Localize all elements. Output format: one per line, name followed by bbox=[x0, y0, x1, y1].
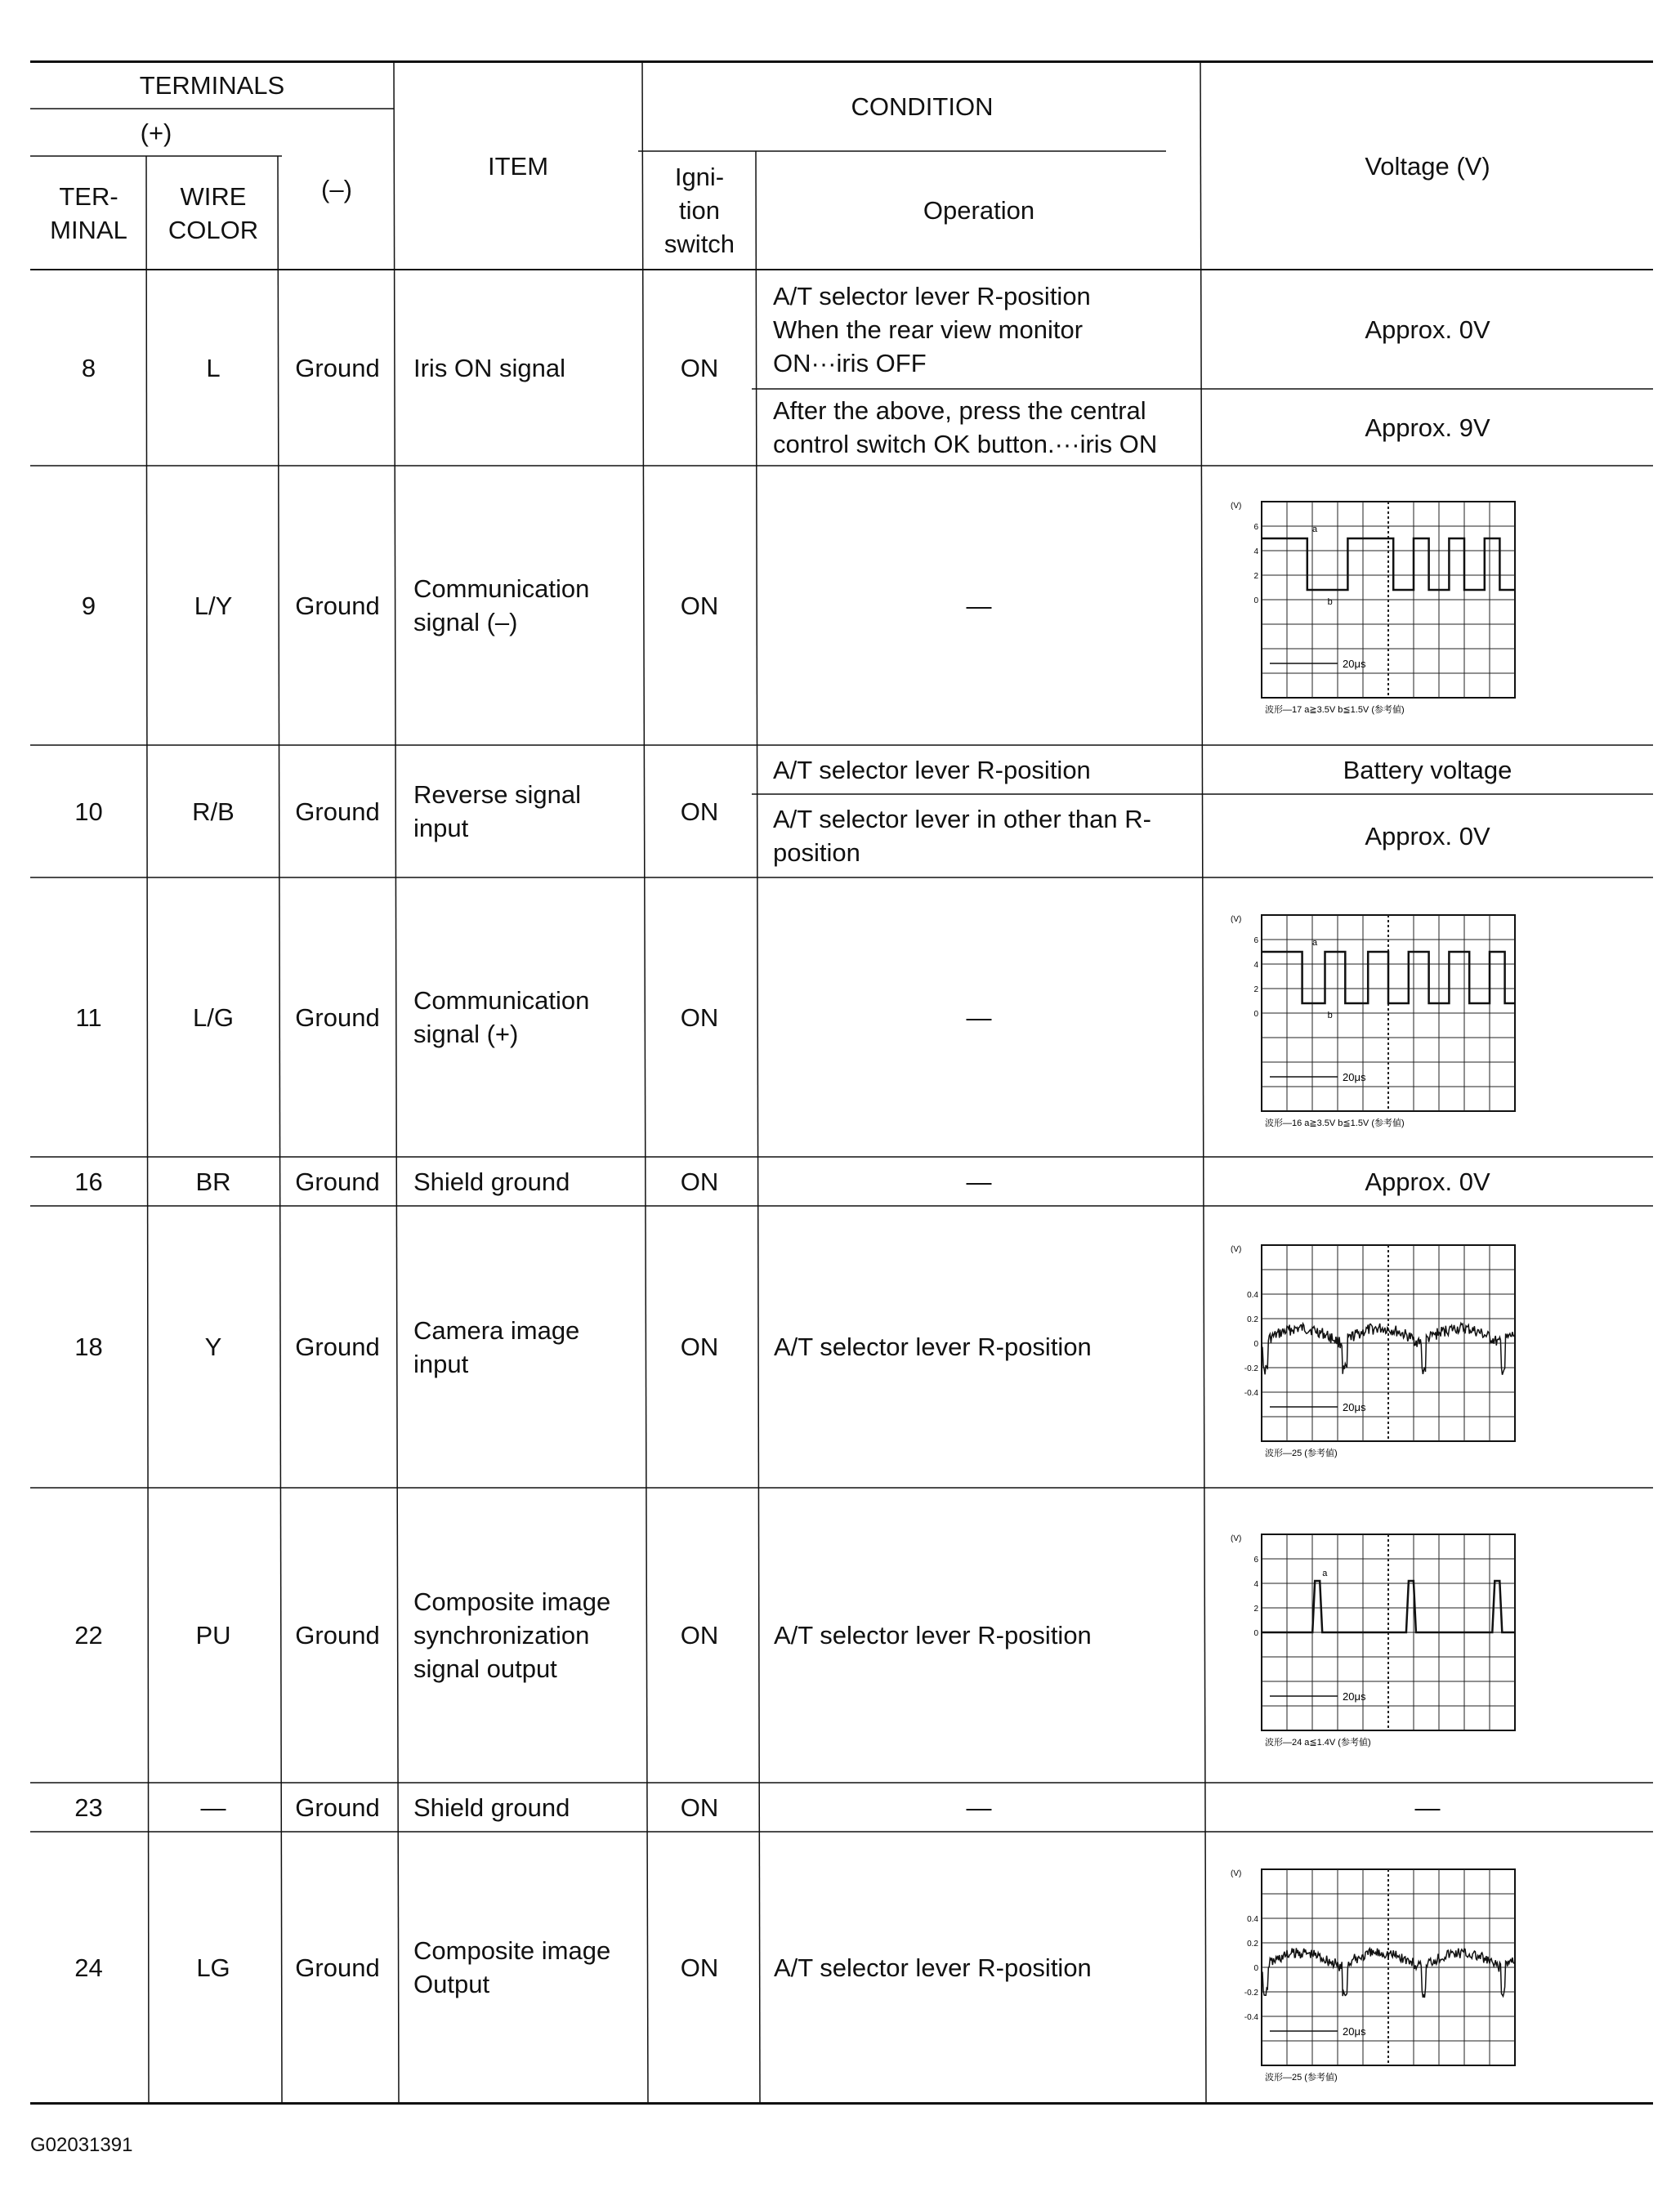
oscilloscope-waveform-communication-plus bbox=[1229, 904, 1520, 1141]
wire-color: PU bbox=[195, 1621, 231, 1650]
ignition-cell: ON bbox=[680, 1167, 719, 1196]
item-cell: Shield ground bbox=[413, 1792, 570, 1822]
terminal-number: 9 bbox=[81, 591, 96, 620]
oscilloscope-waveform-sync-output bbox=[1229, 1523, 1520, 1764]
header-condition: CONDITION bbox=[851, 92, 994, 121]
operation-cell: A/T selector lever in other than R- position bbox=[773, 805, 1151, 867]
terminal-number: 24 bbox=[74, 1953, 103, 1982]
terminal-number: 10 bbox=[74, 797, 103, 826]
header-voltage: Voltage (V) bbox=[1365, 151, 1490, 181]
operation-cell: A/T selector lever R-position bbox=[774, 1333, 1092, 1361]
ground-cell: Ground bbox=[295, 591, 380, 620]
item-cell: Shield ground bbox=[413, 1167, 570, 1196]
wire-color: LG bbox=[196, 1953, 230, 1982]
ignition-cell: ON bbox=[680, 591, 719, 620]
scope-tick-label: 0.2 bbox=[1247, 1315, 1258, 1324]
scope-unit-label: (V) bbox=[1231, 1869, 1242, 1878]
voltage-cell: Battery voltage bbox=[1343, 755, 1512, 784]
voltage-cell: — bbox=[1414, 1792, 1441, 1822]
scope-tick-label: 4 bbox=[1253, 547, 1258, 556]
item-cell: Iris ON signal bbox=[413, 353, 566, 382]
waveform-trace bbox=[1262, 952, 1515, 1003]
scope-tick-label: 4 bbox=[1253, 961, 1258, 970]
scope-unit-label: (V) bbox=[1231, 1245, 1242, 1254]
scope-caption: 波形—25 (参考値) bbox=[1265, 1449, 1338, 1458]
scope-tick-label: -0.4 bbox=[1244, 2013, 1258, 2022]
time-scale-label: 20μs bbox=[1343, 658, 1366, 670]
terminal-number: 11 bbox=[75, 1002, 102, 1032]
time-scale-label: 20μs bbox=[1343, 2025, 1366, 2038]
operation-cell: — bbox=[966, 1002, 992, 1032]
ignition-cell: ON bbox=[680, 1002, 719, 1032]
item-cell: Communication signal (–) bbox=[413, 574, 590, 636]
waveform-marker-a: a bbox=[1312, 938, 1318, 948]
time-scale-label: 20μs bbox=[1343, 1690, 1366, 1703]
scope-tick-label: -0.4 bbox=[1244, 1389, 1258, 1398]
ignition-cell: ON bbox=[680, 353, 719, 382]
scope-tick-label: 0 bbox=[1253, 1340, 1258, 1349]
terminal-number: 8 bbox=[81, 353, 96, 382]
scope-tick-label: 0.2 bbox=[1247, 1940, 1258, 1949]
operation-cell: — bbox=[966, 1792, 992, 1822]
scope-tick-label: 2 bbox=[1253, 985, 1258, 994]
wire-color: L/Y bbox=[194, 591, 233, 620]
scope-caption: 波形—16 a≧3.5V b≦1.5V (参考値) bbox=[1265, 1118, 1405, 1128]
terminal-number: 23 bbox=[74, 1792, 103, 1822]
scope-tick-label: 6 bbox=[1253, 523, 1258, 532]
item-cell: Communication signal (+) bbox=[413, 986, 590, 1048]
terminal-number: 16 bbox=[74, 1167, 103, 1196]
operation-cell: — bbox=[966, 591, 992, 620]
ignition-cell: ON bbox=[680, 1792, 719, 1822]
operation-cell: A/T selector lever R-position bbox=[774, 1621, 1092, 1650]
oscilloscope-waveform-camera-input bbox=[1229, 1234, 1520, 1472]
scope-tick-label: 2 bbox=[1253, 1605, 1258, 1614]
wire-color: — bbox=[200, 1792, 226, 1822]
header-ignition-switch: Igni- tion switch bbox=[664, 163, 735, 258]
terminal-table bbox=[30, 60, 1653, 2105]
ignition-cell: ON bbox=[680, 1333, 719, 1361]
waveform-marker-a: a bbox=[1322, 1569, 1328, 1578]
scope-caption: 波形—24 a≦1.4V (参考値) bbox=[1265, 1738, 1371, 1748]
scope-caption: 波形—25 (参考値) bbox=[1265, 2073, 1338, 2083]
scope-unit-label: (V) bbox=[1231, 915, 1242, 924]
header-terminals: TERMINALS bbox=[139, 71, 285, 100]
header-terminal: TER- MINAL bbox=[50, 181, 127, 244]
item-cell: Composite image Output bbox=[413, 1936, 611, 1998]
ground-cell: Ground bbox=[295, 1333, 380, 1361]
scope-tick-label: 0.4 bbox=[1247, 1291, 1258, 1300]
header-operation: Operation bbox=[923, 196, 1035, 225]
voltage-cell: Approx. 0V bbox=[1365, 315, 1490, 344]
terminal-number: 22 bbox=[74, 1621, 103, 1650]
ignition-cell: ON bbox=[680, 1953, 719, 1982]
wire-color: L bbox=[206, 353, 221, 382]
header-wire-color: WIRE COLOR bbox=[168, 181, 259, 244]
scope-unit-label: (V) bbox=[1231, 502, 1242, 511]
wire-color: L/G bbox=[193, 1002, 234, 1032]
operation-cell: A/T selector lever R-position bbox=[774, 1953, 1092, 1982]
scope-tick-label: 0 bbox=[1253, 1964, 1258, 1973]
item-cell: Reverse signal input bbox=[413, 780, 582, 842]
ground-cell: Ground bbox=[295, 1002, 380, 1032]
scope-tick-label: 0 bbox=[1253, 1629, 1258, 1638]
scope-tick-label: -0.2 bbox=[1244, 1989, 1258, 1998]
voltage-cell: Approx. 0V bbox=[1365, 1167, 1490, 1196]
scope-tick-label: 6 bbox=[1253, 936, 1258, 945]
time-scale-label: 20μs bbox=[1343, 1401, 1366, 1413]
scope-tick-label: 0.4 bbox=[1247, 1915, 1258, 1924]
ground-cell: Ground bbox=[295, 353, 380, 382]
wire-color: BR bbox=[195, 1167, 231, 1196]
oscilloscope-waveform-composite-output bbox=[1229, 1858, 1520, 2095]
scope-caption: 波形—17 a≧3.5V b≦1.5V (参考値) bbox=[1265, 705, 1405, 715]
operation-cell: A/T selector lever R-position bbox=[773, 755, 1091, 784]
scope-tick-label: 0 bbox=[1253, 596, 1258, 605]
scope-tick-label: 4 bbox=[1253, 1580, 1258, 1589]
scope-tick-label: 0 bbox=[1253, 1010, 1258, 1019]
operation-cell: After the above, press the central control switch OK button.···iris ON bbox=[773, 396, 1158, 458]
header-minus: (–) bbox=[321, 175, 352, 203]
terminal-number: 18 bbox=[74, 1333, 103, 1361]
item-cell: Composite image synchronization signal output bbox=[413, 1587, 611, 1683]
ground-cell: Ground bbox=[295, 1953, 380, 1982]
header-plus: (+) bbox=[140, 118, 172, 147]
ground-cell: Ground bbox=[295, 1792, 380, 1822]
scope-tick-label: 2 bbox=[1253, 572, 1258, 581]
ground-cell: Ground bbox=[295, 1621, 380, 1650]
scope-tick-label: 6 bbox=[1253, 1556, 1258, 1565]
scope-tick-label: -0.2 bbox=[1244, 1364, 1258, 1373]
wire-color: R/B bbox=[192, 797, 235, 826]
figure-code: G02031391 bbox=[30, 2134, 133, 2156]
time-scale-label: 20μs bbox=[1343, 1071, 1366, 1083]
item-cell: Camera image input bbox=[413, 1315, 580, 1378]
header-item: ITEM bbox=[487, 151, 549, 181]
operation-cell: A/T selector lever R-position When the rear view monitor ON···iris OFF bbox=[773, 281, 1091, 377]
waveform-marker-a: a bbox=[1312, 525, 1318, 534]
ignition-cell: ON bbox=[680, 797, 719, 826]
ignition-cell: ON bbox=[680, 1621, 719, 1650]
voltage-cell: Approx. 9V bbox=[1365, 413, 1490, 442]
wire-color: Y bbox=[204, 1333, 222, 1361]
operation-cell: — bbox=[966, 1167, 992, 1196]
ground-cell: Ground bbox=[295, 1167, 380, 1196]
waveform-marker-b: b bbox=[1327, 1011, 1333, 1020]
oscilloscope-waveform-communication-minus bbox=[1229, 490, 1520, 727]
waveform-marker-b: b bbox=[1327, 597, 1333, 607]
scope-unit-label: (V) bbox=[1231, 1534, 1242, 1543]
voltage-cell: Approx. 0V bbox=[1365, 821, 1490, 850]
ground-cell: Ground bbox=[295, 797, 380, 826]
